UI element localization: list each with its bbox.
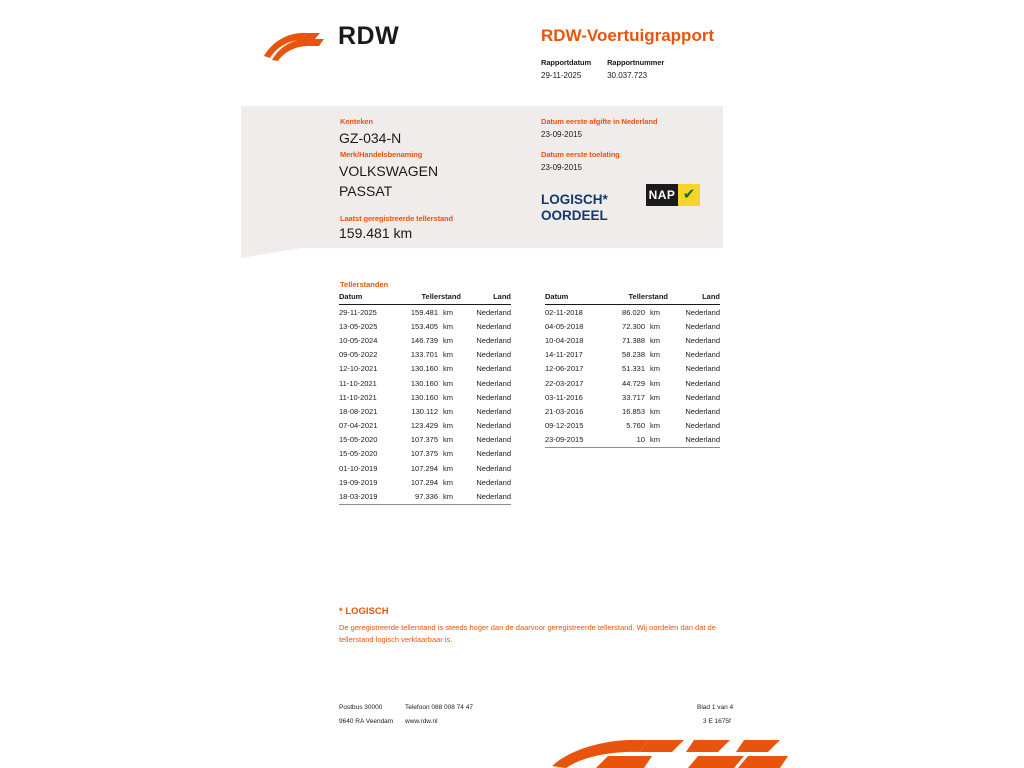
cell-datum: 19-09-2019 (339, 477, 378, 487)
cell-datum: 15-05-2020 (339, 435, 378, 445)
cell-land: Nederland (476, 421, 511, 431)
table-row (545, 333, 720, 347)
cell-unit: km (650, 392, 660, 402)
cell-tellerstand: 97.336 (393, 489, 440, 504)
cell-land: Nederland (685, 321, 720, 331)
cell-unit: km (443, 364, 453, 374)
cell-land: Nederland (685, 421, 720, 431)
cell-land: Nederland (476, 364, 511, 374)
report-date-block (541, 58, 605, 80)
cell-unit: km (443, 449, 453, 459)
cell-land: Nederland (476, 335, 511, 345)
report-date-value: 29-11-2025 (541, 71, 582, 80)
table-row (339, 433, 511, 447)
cell-land: Nederland (476, 321, 511, 331)
cell-unit: km (650, 307, 660, 317)
table-row (339, 376, 511, 390)
cell-datum: 04-05-2018 (545, 321, 584, 331)
table-header-row (339, 292, 511, 305)
cell-land: Nederland (685, 406, 720, 416)
cell-unit: km (443, 477, 453, 487)
odometer-right-body (545, 305, 720, 448)
table-row (545, 404, 720, 418)
rdw-logo (262, 22, 442, 70)
table-row (339, 362, 511, 376)
first-admission-label: Datum eerste toelating (541, 150, 620, 159)
table-row (545, 319, 720, 333)
footer-website[interactable]: www.rdw.nl (405, 718, 438, 725)
cell-tellerstand: 130.160 (410, 392, 438, 402)
table-row (545, 362, 720, 376)
cell-land: Nederland (476, 307, 511, 317)
cell-datum: 11-10-2021 (339, 392, 377, 402)
cell-land: Nederland (476, 477, 511, 487)
table-row (339, 333, 511, 347)
cell-datum: 18-08-2021 (339, 406, 378, 416)
cell-datum: 23-09-2015 (545, 433, 599, 448)
footnote-title: * LOGISCH (339, 606, 389, 617)
cell-unit: km (443, 350, 453, 360)
footnote-body: De geregistreerde tellerstand is steeds hoger dan de daarvoor geregistreerde tellerstand. Wij oordelen dan dat de tellerstand logisch verklaarbaar is. (339, 623, 716, 644)
brand-name: RDW (338, 22, 400, 50)
cell-tellerstand: 107.375 (410, 435, 438, 445)
verdict-line2: OORDEEL (541, 208, 608, 223)
table-row (339, 489, 511, 504)
cell-land: Nederland (685, 392, 720, 402)
cell-land: Nederland (668, 433, 720, 448)
table-row (545, 376, 720, 390)
col-tellerstand: Tellerstand (393, 292, 461, 305)
table-row (339, 461, 511, 475)
cell-unit: km (650, 364, 660, 374)
cell-tellerstand: 107.294 (410, 463, 438, 473)
cell-tellerstand: 159.481 (410, 307, 438, 317)
cell-tellerstand: 10 (599, 433, 647, 448)
verdict-block (541, 192, 608, 224)
col-datum: Datum (339, 292, 393, 305)
cell-tellerstand: 51.331 (622, 364, 645, 374)
verdict-line1: LOGISCH* (541, 192, 608, 207)
cell-datum: 10-05-2024 (339, 335, 378, 345)
table-row (339, 319, 511, 333)
col-tellerstand: Tellerstand (599, 292, 668, 305)
cell-unit: km (443, 335, 453, 345)
cell-tellerstand: 33.717 (622, 392, 645, 402)
report-number-value: 30.037.723 (607, 71, 648, 80)
cell-unit: km (440, 489, 461, 504)
cell-datum: 09-12-2015 (545, 421, 584, 431)
cell-datum: 14-11-2017 (545, 350, 583, 360)
cell-tellerstand: 16.853 (622, 406, 645, 416)
odometer-table-right (545, 292, 720, 448)
cell-datum: 22-03-2017 (545, 378, 584, 388)
cell-land: Nederland (685, 307, 720, 317)
merk-value-line1: VOLKSWAGEN (339, 163, 439, 179)
cell-land: Nederland (685, 378, 720, 388)
first-issue-label: Datum eerste afgifte in Nederland (541, 117, 658, 126)
cell-datum: 07-04-2021 (339, 421, 378, 431)
cell-datum: 13-05-2025 (339, 321, 378, 331)
cell-datum: 12-10-2021 (339, 364, 378, 374)
cell-tellerstand: 130.112 (411, 406, 438, 416)
cell-land: Nederland (476, 350, 511, 360)
cell-tellerstand: 146.739 (410, 335, 438, 345)
odometer-table-left (339, 292, 511, 505)
cell-datum: 29-11-2025 (339, 307, 377, 317)
cell-datum: 01-10-2019 (339, 463, 378, 473)
footer-city: 9640 RA Veendam (339, 718, 394, 725)
cell-unit: km (650, 350, 660, 360)
nap-label: NAP (646, 184, 678, 206)
table-row (545, 305, 720, 320)
cell-unit: km (650, 321, 660, 331)
last-odometer-value: 159.481 km (339, 225, 413, 241)
cell-unit: km (443, 321, 453, 331)
cell-tellerstand: 153.405 (410, 321, 438, 331)
cell-unit: km (443, 307, 453, 317)
col-datum: Datum (545, 292, 599, 305)
bottom-watermark-icon (548, 740, 788, 768)
cell-tellerstand: 5.760 (626, 421, 645, 431)
rdw-logo-icon (262, 30, 328, 69)
cell-tellerstand: 107.375 (410, 449, 438, 459)
table-row (545, 433, 720, 448)
cell-land: Nederland (476, 463, 511, 473)
cell-tellerstand: 123.429 (410, 421, 438, 431)
table-row (339, 390, 511, 404)
cell-land: Nederland (476, 406, 511, 416)
cell-land: Nederland (461, 489, 511, 504)
cell-tellerstand: 133.701 (410, 350, 438, 360)
cell-land: Nederland (476, 435, 511, 445)
report-number-label: Rapportnummer (607, 58, 665, 67)
table-row (339, 348, 511, 362)
cell-unit: km (443, 406, 453, 416)
first-issue-value: 23-09-2015 (541, 130, 582, 139)
footer-page-number: Blad 1 van 4 (697, 704, 734, 711)
vehicle-summary-panel (241, 106, 723, 248)
cell-unit: km (443, 435, 453, 445)
table-row (339, 447, 511, 461)
table-row (339, 475, 511, 489)
cell-land: Nederland (476, 378, 511, 388)
cell-tellerstand: 71.388 (622, 335, 645, 345)
cell-unit: km (443, 392, 453, 402)
cell-tellerstand: 86.020 (622, 307, 645, 317)
table-header-row (545, 292, 720, 305)
cell-datum: 11-10-2021 (339, 378, 377, 388)
cell-land: Nederland (685, 335, 720, 345)
cell-land: Nederland (685, 350, 720, 360)
cell-tellerstand: 107.294 (410, 477, 438, 487)
report-number-block (607, 58, 664, 80)
cell-tellerstand: 58.238 (622, 350, 645, 360)
cell-land: Nederland (476, 449, 511, 459)
document-header (0, 0, 1024, 95)
col-land: Land (461, 292, 511, 305)
cell-datum: 02-11-2018 (545, 307, 583, 317)
table-row (545, 348, 720, 362)
cell-datum: 03-11-2016 (545, 392, 583, 402)
report-date-label: Rapportdatum (541, 58, 592, 67)
kenteken-value: GZ-034-N (339, 130, 402, 146)
first-admission-value: 23-09-2015 (541, 163, 582, 172)
cell-tellerstand: 130.160 (410, 364, 438, 374)
report-title: RDW-Voertuigrapport (541, 26, 715, 45)
footer-phone: Telefoon 088 008 74 47 (405, 704, 473, 711)
nap-badge (646, 184, 700, 206)
table-row (339, 419, 511, 433)
cell-unit: km (650, 421, 660, 431)
last-odometer-label: Laatst geregistreerde tellerstand (340, 214, 453, 223)
panel-notch-decoration (241, 248, 301, 258)
cell-unit: km (650, 378, 660, 388)
cell-datum: 09-05-2022 (339, 350, 378, 360)
cell-unit: km (443, 421, 453, 431)
footer-postbus: Postbus 30000 (339, 704, 383, 711)
cell-land: Nederland (476, 392, 511, 402)
cell-datum: 18-03-2019 (339, 489, 393, 504)
cell-tellerstand: 130.160 (410, 378, 438, 388)
report-meta (541, 58, 664, 80)
cell-unit: km (443, 378, 453, 388)
cell-datum: 10-04-2018 (545, 335, 584, 345)
table-row (545, 390, 720, 404)
cell-datum: 21-03-2016 (545, 406, 584, 416)
cell-tellerstand: 44.729 (622, 378, 645, 388)
cell-tellerstand: 72.300 (622, 321, 645, 331)
cell-land: Nederland (685, 364, 720, 374)
cell-unit: km (650, 406, 660, 416)
cell-datum: 15-05-2020 (339, 449, 378, 459)
cell-unit: km (443, 463, 453, 473)
odometer-left-body (339, 305, 511, 505)
col-land: Land (668, 292, 720, 305)
footer-form-code: 3 E 1675f (703, 718, 731, 725)
merk-value-line2: PASSAT (339, 183, 393, 199)
cell-unit: km (647, 433, 668, 448)
cell-unit: km (650, 335, 660, 345)
table-row (339, 404, 511, 418)
kenteken-label: Kenteken (340, 117, 373, 126)
check-icon: ✔ (682, 186, 696, 203)
odometer-section-title: Tellerstanden (340, 280, 389, 289)
table-row (545, 419, 720, 433)
cell-datum: 12-06-2017 (545, 364, 584, 374)
table-row (339, 305, 511, 320)
merk-label: Merk/Handelsbenaming (340, 150, 423, 159)
